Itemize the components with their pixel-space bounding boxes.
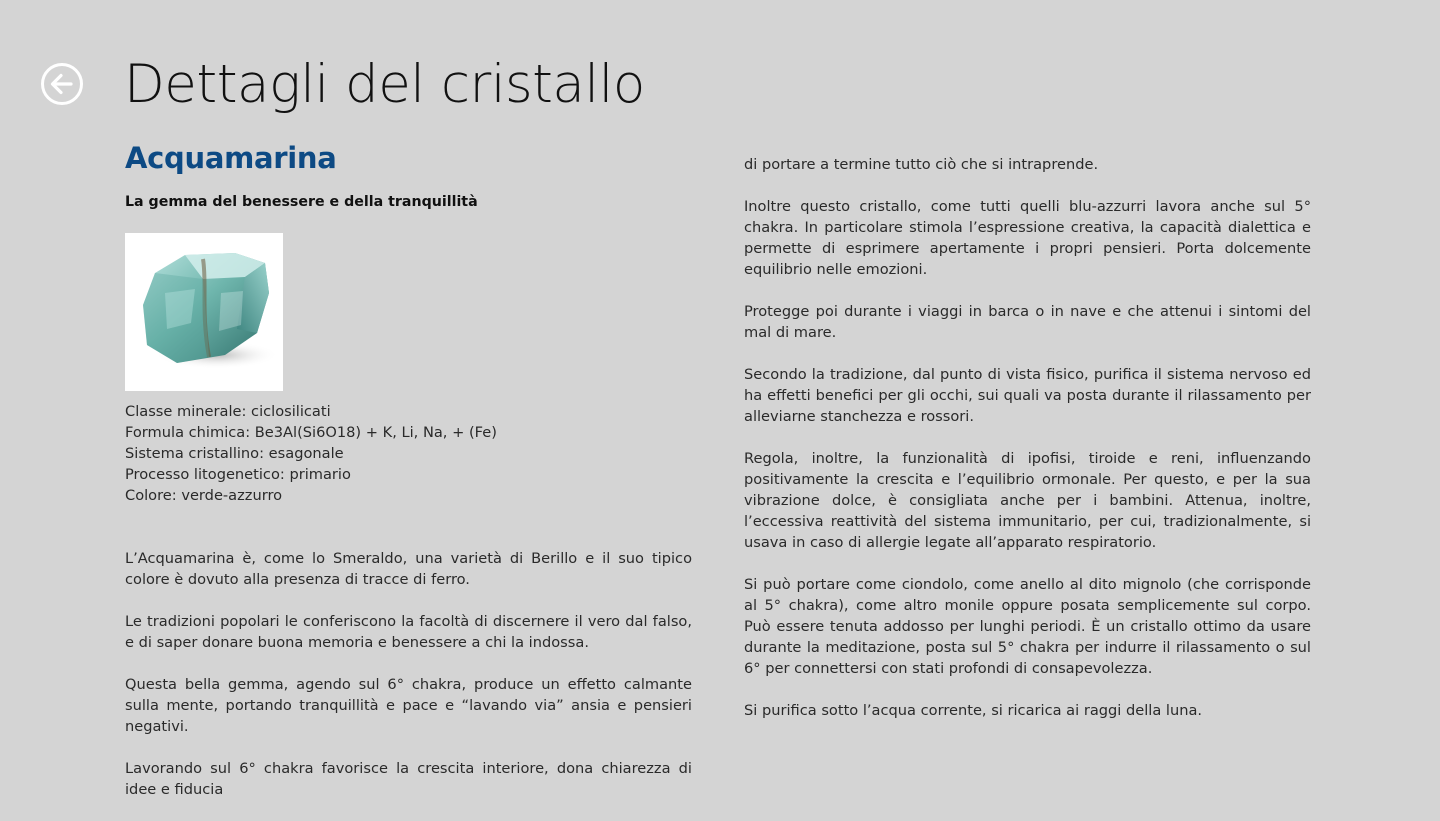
property-color: Colore: verde-azzurro bbox=[125, 487, 283, 504]
property-lithogenetic-process: Processo litogenetico: primario bbox=[125, 466, 351, 483]
description-paragraph: Inoltre questo cristallo, come tutti quelli blu-azzurri lavora anche sul 5° chakra. In particolare stimola l’espressione creativa, la capacità dialettica e permette di esprimere apertamente i propri pensieri. Porta dolcemente equilibrio nelle emozioni. bbox=[744, 198, 1311, 278]
back-button[interactable] bbox=[40, 62, 84, 106]
description-paragraph: Secondo la tradizione, dal punto di vista fisico, purifica il sistema nervoso ed ha effetti benefici per gli occhi, sui quali va posta durante il rilassamento per alleviarne stanchezza e rossori. bbox=[744, 366, 1311, 425]
property-crystal-system: Sistema cristallino: esagonale bbox=[125, 445, 344, 462]
crystal-subtitle: La gemma del benessere e della tranquillità bbox=[125, 194, 478, 210]
property-mineral-class: Classe minerale: ciclosilicati bbox=[125, 403, 331, 420]
description-paragraph: di portare a termine tutto ciò che si intraprende. bbox=[744, 156, 1099, 173]
description-left bbox=[125, 548, 692, 800]
description-paragraph: Questa bella gemma, agendo sul 6° chakra, produce un effetto calmante sulla mente, portando tranquillità e pace e “lavando via” ansia e pensieri negativi. bbox=[125, 676, 692, 735]
description-paragraph: Regola, inoltre, la funzionalità di ipofisi, tiroide e reni, influenzando positivamente la crescita e l’equilibrio ormonale. Per questo, e per la sua vibrazione dolce, è consigliata anche per i bambini. Attenua, inoltre, l’eccessiva reattività del sistema immunitario, per cui, tradizionalmente, si usava in caso di allergie legate all’apparato respiratorio. bbox=[744, 450, 1311, 551]
crystal-properties bbox=[125, 401, 692, 506]
right-column bbox=[744, 154, 1311, 742]
crystal-image bbox=[125, 233, 283, 391]
description-paragraph: Si purifica sotto l’acqua corrente, si ricarica ai raggi della luna. bbox=[744, 702, 1203, 719]
left-column bbox=[125, 140, 692, 821]
description-paragraph: Si può portare come ciondolo, come anello al dito mignolo (che corrisponde al 5° chakra), come altro monile oppure posata semplicemente sul corpo. Può essere tenuta addosso per lunghi periodi. È un cristallo ottimo da usare durante la meditazione, posta sul 5° chakra per indurre il rilassamento o sul 6° per connettersi con stati profondi di consapevolezza. bbox=[744, 576, 1311, 677]
crystal-name: Acquamarina bbox=[125, 141, 337, 175]
description-paragraph: Le tradizioni popolari le conferiscono la facoltà di discernere il vero dal falso, e di saper donare buona memoria e benessere a chi la indossa. bbox=[125, 613, 692, 651]
aquamarine-crystal-icon bbox=[125, 233, 283, 391]
back-arrow-icon bbox=[40, 62, 84, 106]
description-paragraph: Lavorando sul 6° chakra favorisce la crescita interiore, dona chiarezza di idee e fiducia bbox=[125, 760, 692, 798]
property-chemical-formula: Formula chimica: Be3Al(Si6O18) + K, Li, Na, + (Fe) bbox=[125, 424, 497, 441]
description-paragraph: L’Acquamarina è, come lo Smeraldo, una varietà di Berillo e il suo tipico colore è dovuto alla presenza di tracce di ferro. bbox=[125, 550, 692, 588]
description-paragraph: Protegge poi durante i viaggi in barca o in nave e che attenui i sintomi del mal di mare. bbox=[744, 303, 1311, 341]
page-title: Dettagli del cristallo bbox=[124, 54, 645, 115]
